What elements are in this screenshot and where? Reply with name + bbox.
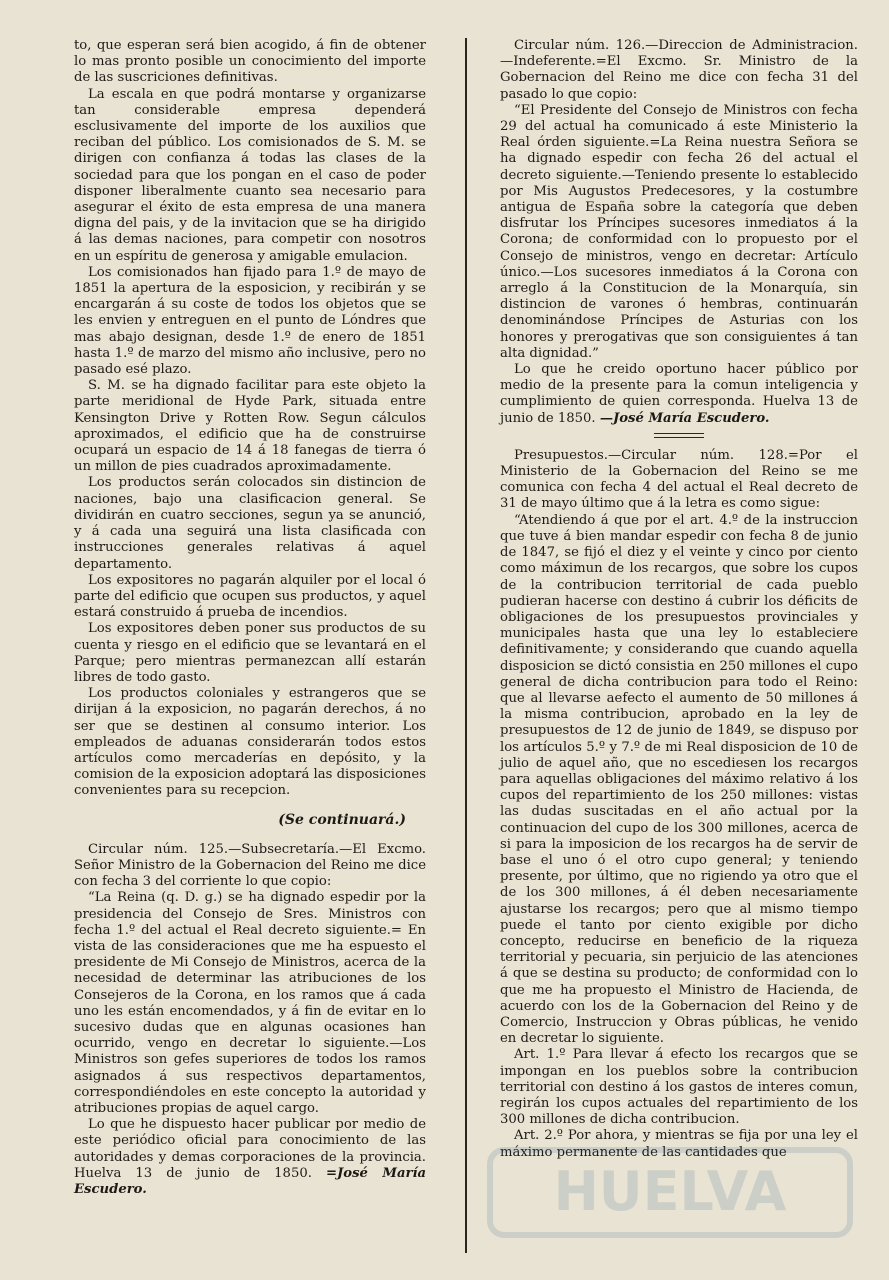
- paragraph: La escala en que podrá montarse y organizarse tan considerable empresa dependerá esclusivamente del importe de los auxilios que reciban del público. Los comisionados de S. M. se dirigen con confianza á todas las clases de la sociedad para que los pongan en el caso de poder disponer liberalmente cuanto sea necesario para asegurar el éxito de esta empresa de una manera digna del pais, y de la invitacion que se ha dirigido á las demas naciones, para competir con nosotros en un espíritu de generosa y amigable emulacion.: [74, 86, 426, 264]
- left-column: [74, 38, 426, 1198]
- circular-126-heading: Circular núm. 126.—Direccion de Administracion.—Indeferente.=El Excmo. Sr. Ministro de la Gobernacion del Reino me dice con fecha 31 del pasado lo que copio:: [500, 38, 858, 102]
- circular-125-heading: Circular núm. 125.—Subsecretaría.—El Excmo. Señor Ministro de la Gobernacion del Reino me dice con fecha 3 del corriente lo que copio:: [74, 841, 426, 890]
- right-column: [500, 38, 858, 1161]
- paragraph: [500, 362, 858, 427]
- paragraph: [74, 1117, 426, 1198]
- paragraph: “Atendiendo á que por el art. 4.º de la instruccion que tuve á bien mandar espedir con fecha 8 de junio de 1847, se fijó el diez y el veinte y cinco por ciento como máximun de los recargos, que sobre los cupos de la contribucion territorial de cada pueblo pudieran hacerse con destino á cubrir los déficits de obligaciones de los presupuestos provinciales y municipales hasta que una ley lo estableciere definitivamente; y considerando que cuando aquella disposicion se dictó consistia en 250 millones el cupo general de dicha contribucion para todo el Reino: que al llevarse aefecto el aumento de 50 millones á la misma contribucion, aprobado en la ley de presupuestos de 12 de junio de 1849, se dispuso por los artículos 5.º y 7.º de mi Real disposicion de 10 de julio de aquel año, que no escediesen los recargos para aquellas obligaciones del máximo relativo á los cupos del repartimiento de los 250 millones: vistas las dudas suscitadas en el año actual por la continuacion del cupo de los 300 millones, acerca de si para la imposicion de los recargos ha de servir de base el uno ó el otro cupo general; y teniendo presente, por último, que no rigiendo ya otro que el de los 300 millones, á él deben necesariamente ajustarse los recargos; pero que al mismo tiempo puede el tanto por ciento exigible por dicho concepto, reducirse en beneficio de la riqueza territorial y pecuaria, sin perjuicio de las atenciones á que se destina su producto; de conformidad con lo que me ha propuesto el Ministro de Hacienda, de acuerdo con los de la Gobernacion del Reino y de Comercio, Instruccion y Obras públicas, he venido en decretar lo siguiente.: [500, 512, 858, 1047]
- circular-128-heading: Presupuestos.—Circular núm. 128.=Por el Ministerio de la Gobernacion del Reino se me comunica con fecha 4 del actual el Real decreto de 31 de mayo último que á la letra es como sigue:: [500, 447, 858, 512]
- signature: =José María Escudero.: [74, 1165, 427, 1198]
- paragraph: Los comisionados han fijado para 1.º de mayo de 1851 la apertura de la esposicion, y recibirán y se encargarán á su coste de todos los objetos que se les envien y entreguen en el punto de Lóndres que mas abajo designan, desde 1.º de enero de 1851 hasta 1.º de marzo del mismo año inclusive, pero no pasado esé plazo.: [74, 264, 426, 378]
- paragraph: Los productos coloniales y estrangeros que se dirijan á la exposicion, no pagarán derechos, á no ser que se destinen al consumo interior. Los empleados de aduanas considerarán todos estos artículos como mercaderías en depósito, y la comision de la exposicion adoptará las disposiciones convenientes para su recepcion.: [74, 686, 426, 799]
- section-divider: [654, 433, 704, 438]
- paragraph: Los expositores no pagarán alquiler por el local ó parte del edificio que ocupen sus productos, y aquel estará construido á prueba de incendios.: [74, 572, 426, 621]
- stamp-text: HUELVA: [553, 1160, 787, 1223]
- paragraph-text: Lo que he dispuesto hacer publicar por medio de este periódico oficial para conocimiento de las autoridades y demas corporaciones de la provincia. Huelva 13 de junio de 1850.: [74, 1117, 426, 1181]
- paragraph: Los expositores deben poner sus productos de su cuenta y riesgo en el edificio que se levantará en el Parque; pero mientras permanezcan allí estarán libres de todo gasto.: [74, 621, 426, 685]
- paragraph: to, que esperan será bien acogido, á fin de obtener lo mas pronto posible un conocimiento del importe de las suscriciones definitivas.: [74, 38, 426, 86]
- article-1: Art. 1.º Para llevar á efecto los recargos que se impongan en los pueblos sobre la contribucion territorial con destino á los gastos de interes comun, regirán los cupos actuales del repartimiento de los 300 millones de dicha contribucion.: [500, 1047, 858, 1128]
- paragraph: Los productos serán colocados sin distincion de naciones, bajo una clasificacion general. Se dividirán en cuatro secciones, segun ya se anunció, y á cada una seguirá una lista clasificada con instrucciones generales relativas á aquel departamento.: [74, 475, 426, 572]
- column-divider: [465, 38, 467, 1253]
- article-2: Art. 2.º Por ahora, y mientras se fija por una ley el máximo permanente de las cantidades que: [500, 1128, 858, 1160]
- signature: —José María Escudero.: [599, 410, 770, 426]
- paragraph: “El Presidente del Consejo de Ministros con fecha 29 del actual ha comunicado á este Ministerio la Real órden siguiente.=La Reina nuestra Señora se ha dignado espedir con fecha 26 del actual el decreto siguiente.—Teniendo presente lo establecido por Mis Augustos Predecesores, y la costumbre antigua de España sobre la categoría que deben disfrutar los Príncipes sucesores inmediatos á la Corona; de conformidad con lo propuesto por el Consejo de ministros, vengo en decretar: Artículo único.—Los sucesores inmediatos á la Corona con arreglo á la Constitucion de la Monarquía, sin distincion de varones ó hembras, continuarán denominándose Príncipes de Asturias con los honores y prerogativas que son consiguientes á tan alta dignidad.”: [500, 102, 858, 361]
- paragraph-text: Lo que he creido oportuno hacer público por medio de la presente para la comun inteligencia y cumplimiento de quien corresponda. Huelva 13 de junio de 1850.: [500, 362, 858, 426]
- continued-note: (Se continuará.): [278, 811, 406, 828]
- paragraph: S. M. se ha dignado facilitar para este objeto la parte meridional de Hyde Park, situada entre Kensington Drive y Rotten Row. Segun cálculos aproximados, el edificio que ha de construirse ocupará un espacio de 14 á 18 fanegas de tierra ó un millon de pies cuadrados aproximadamente.: [74, 378, 426, 475]
- paragraph: “La Reina (q. D. g.) se ha dignado espedir por la presidencia del Consejo de Sres. Ministros con fecha 1.º del actual el Real decreto siguiente.= En vista de las consideraciones que me ha espuesto el presidente de Mi Consejo de Ministros, acerca de la necesidad de determinar las atribuciones de los Consejeros de la Corona, en los ramos que á cada uno les están encomendados, y á fin de evitar en lo sucesivo dudas que en algunas ocasiones han ocurrido, vengo en decretar lo siguiente.—Los Ministros son gefes superiores de todos los ramos asignados á sus respectivos departamentos, correspondiéndoles en este concepto la autoridad y atribuciones propias de aquel cargo.: [74, 890, 426, 1116]
